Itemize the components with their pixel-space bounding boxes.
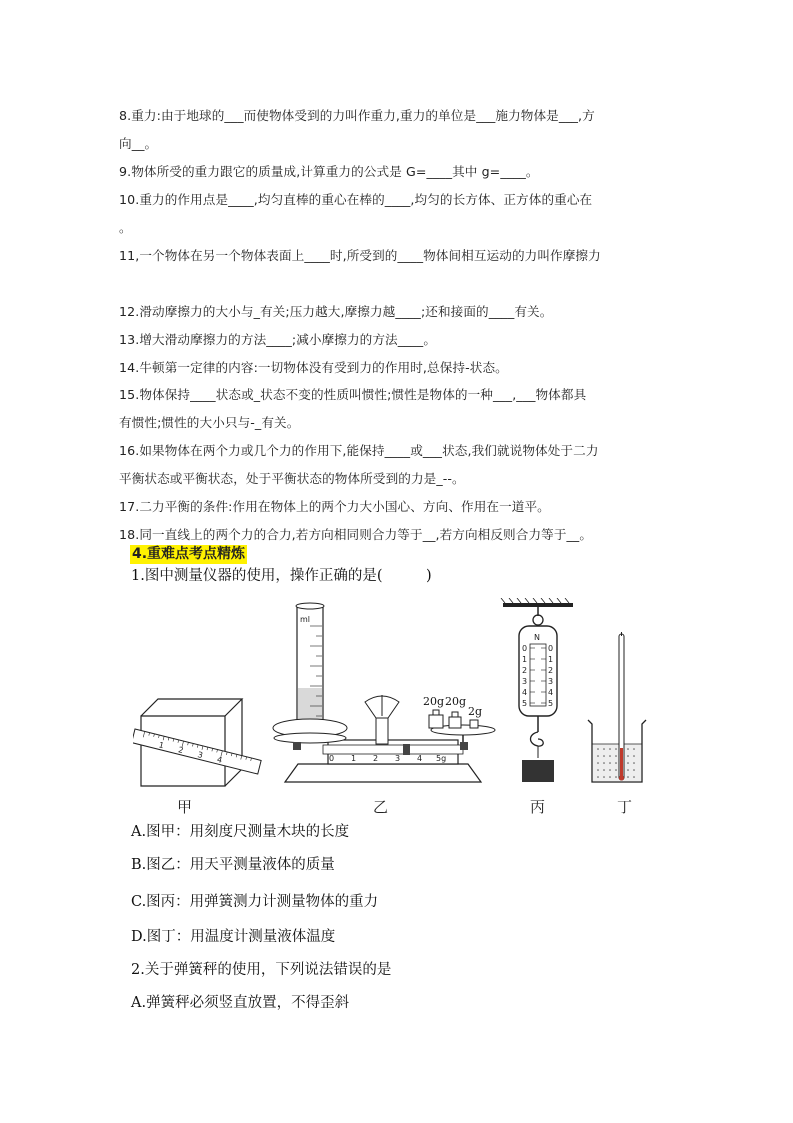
balance-number-2: 2 [373, 754, 379, 763]
item-11: 11,一个物体在另一个物体表面上____时,所受到的____物体间相互运动的力叫作摩擦力 [119, 248, 601, 263]
item-15-line1: 15.物体保持____状态或_状态不变的性质叫惯性;惯性是物体的一种___,___物体都具 [119, 387, 587, 402]
item-12: 12.滑动摩擦力的大小与_有关;压力越大,摩擦力越____;还和接面的____有关。 [119, 304, 553, 319]
item-8-line2: 向__。 [119, 136, 158, 151]
balance-number-1: 1 [351, 754, 357, 763]
figure-label-jia: 甲 [177, 798, 193, 816]
figure-ding-thermometer-beaker [588, 632, 646, 782]
question-2-option-a: A.弹簧秤必须竖直放置，不得歪斜 [131, 995, 350, 1011]
item-9: 9.物体所受的重力跟它的质量成,计算重力的公式是 G=____其中 g=____。 [119, 164, 539, 179]
svg-text:5: 5 [548, 699, 554, 708]
figure-label-bing: 丙 [530, 798, 546, 816]
weight-20g-2: 20g [445, 695, 467, 708]
svg-text:2: 2 [548, 666, 554, 675]
ruler-number-3: 3 [196, 750, 204, 761]
ruler-number-1: 1 [157, 740, 165, 751]
figure-label-ding: 丁 [617, 798, 633, 816]
item-15-line2: 有惯性;惯性的大小只与-_有关。 [119, 415, 300, 430]
question-2-stem: 2.关于弹簧秤的使用，下列说法错误的是 [131, 962, 392, 978]
item-8-line1: 8.重力:由于地球的___而使物体受到的力叫作重力,重力的单位是___施力物体是___,方 [119, 108, 595, 123]
spring-number-2: 2 [522, 666, 528, 675]
section-heading: 4.重难点考点精炼 [132, 546, 246, 562]
svg-text:4: 4 [548, 688, 554, 697]
item-10-line2: 。 [119, 220, 132, 235]
question-1-stem: 1.图中测量仪器的使用，操作正确的是( ) [131, 568, 432, 584]
item-16-line2: 平衡状态或平衡状态，处于平衡状态的物体所受到的力是_--。 [119, 471, 465, 486]
item-18: 18.同一直线上的两个力的合力,若方向相同则合力等于__,若方向相反则合力等于__。 [119, 527, 593, 542]
question-1-option-b: B.图乙：用天平测量液体的质量 [131, 857, 335, 873]
item-17: 17.二力平衡的条件:作用在物体上的两个力大小国心、方向、作用在一道平。 [119, 499, 550, 514]
weight-2g: 2g [468, 705, 483, 718]
figure-yi-cylinder [273, 603, 347, 737]
spring-unit: N [534, 633, 540, 642]
question-1-option-c: C.图丙：用弹簧测力计测量物体的重力 [131, 894, 379, 910]
balance-number-0: 0 [329, 754, 335, 763]
item-13: 13.增大滑动摩擦力的方法____;减小摩擦力的方法____。 [119, 332, 437, 347]
figure-bing-spring-scale [501, 598, 573, 782]
item-16-line1: 16.如果物体在两个力或几个力的作用下,能保持____或___状态,我们就说物体处于二力 [119, 443, 599, 458]
balance-number-5g: 5g [436, 754, 447, 763]
item-10-line1: 10.重力的作用点是____,均匀直棒的重心在棒的____,均匀的长方体、正方体的重心在 [119, 192, 593, 207]
question-1-option-a: A.图甲：用刻度尺测量木块的长度 [131, 824, 350, 840]
spring-number-0: 0 [522, 644, 528, 653]
svg-text:3: 3 [548, 677, 554, 686]
figure-jia-ruler-block [133, 699, 261, 786]
question-1-option-d: D.图丁：用温度计测量液体温度 [131, 929, 336, 945]
measuring-instruments-figure [133, 598, 663, 818]
spring-number-4: 4 [522, 688, 528, 697]
svg-text:0: 0 [548, 644, 554, 653]
cylinder-unit: ml [300, 615, 311, 624]
item-14: 14.牛顿第一定律的内容:一切物体没有受到力的作用时,总保持-状态。 [119, 360, 508, 375]
balance-number-3: 3 [395, 754, 401, 763]
balance-number-4: 4 [417, 754, 423, 763]
spring-number-1: 1 [522, 655, 528, 664]
ruler-number-2: 2 [177, 745, 185, 756]
spring-number-3: 3 [522, 677, 528, 686]
figure-label-yi: 乙 [373, 798, 389, 816]
weight-20g-1: 20g [423, 695, 445, 708]
svg-text:1: 1 [548, 655, 554, 664]
ruler-number-4: 4 [216, 754, 224, 765]
spring-number-5: 5 [522, 699, 528, 708]
